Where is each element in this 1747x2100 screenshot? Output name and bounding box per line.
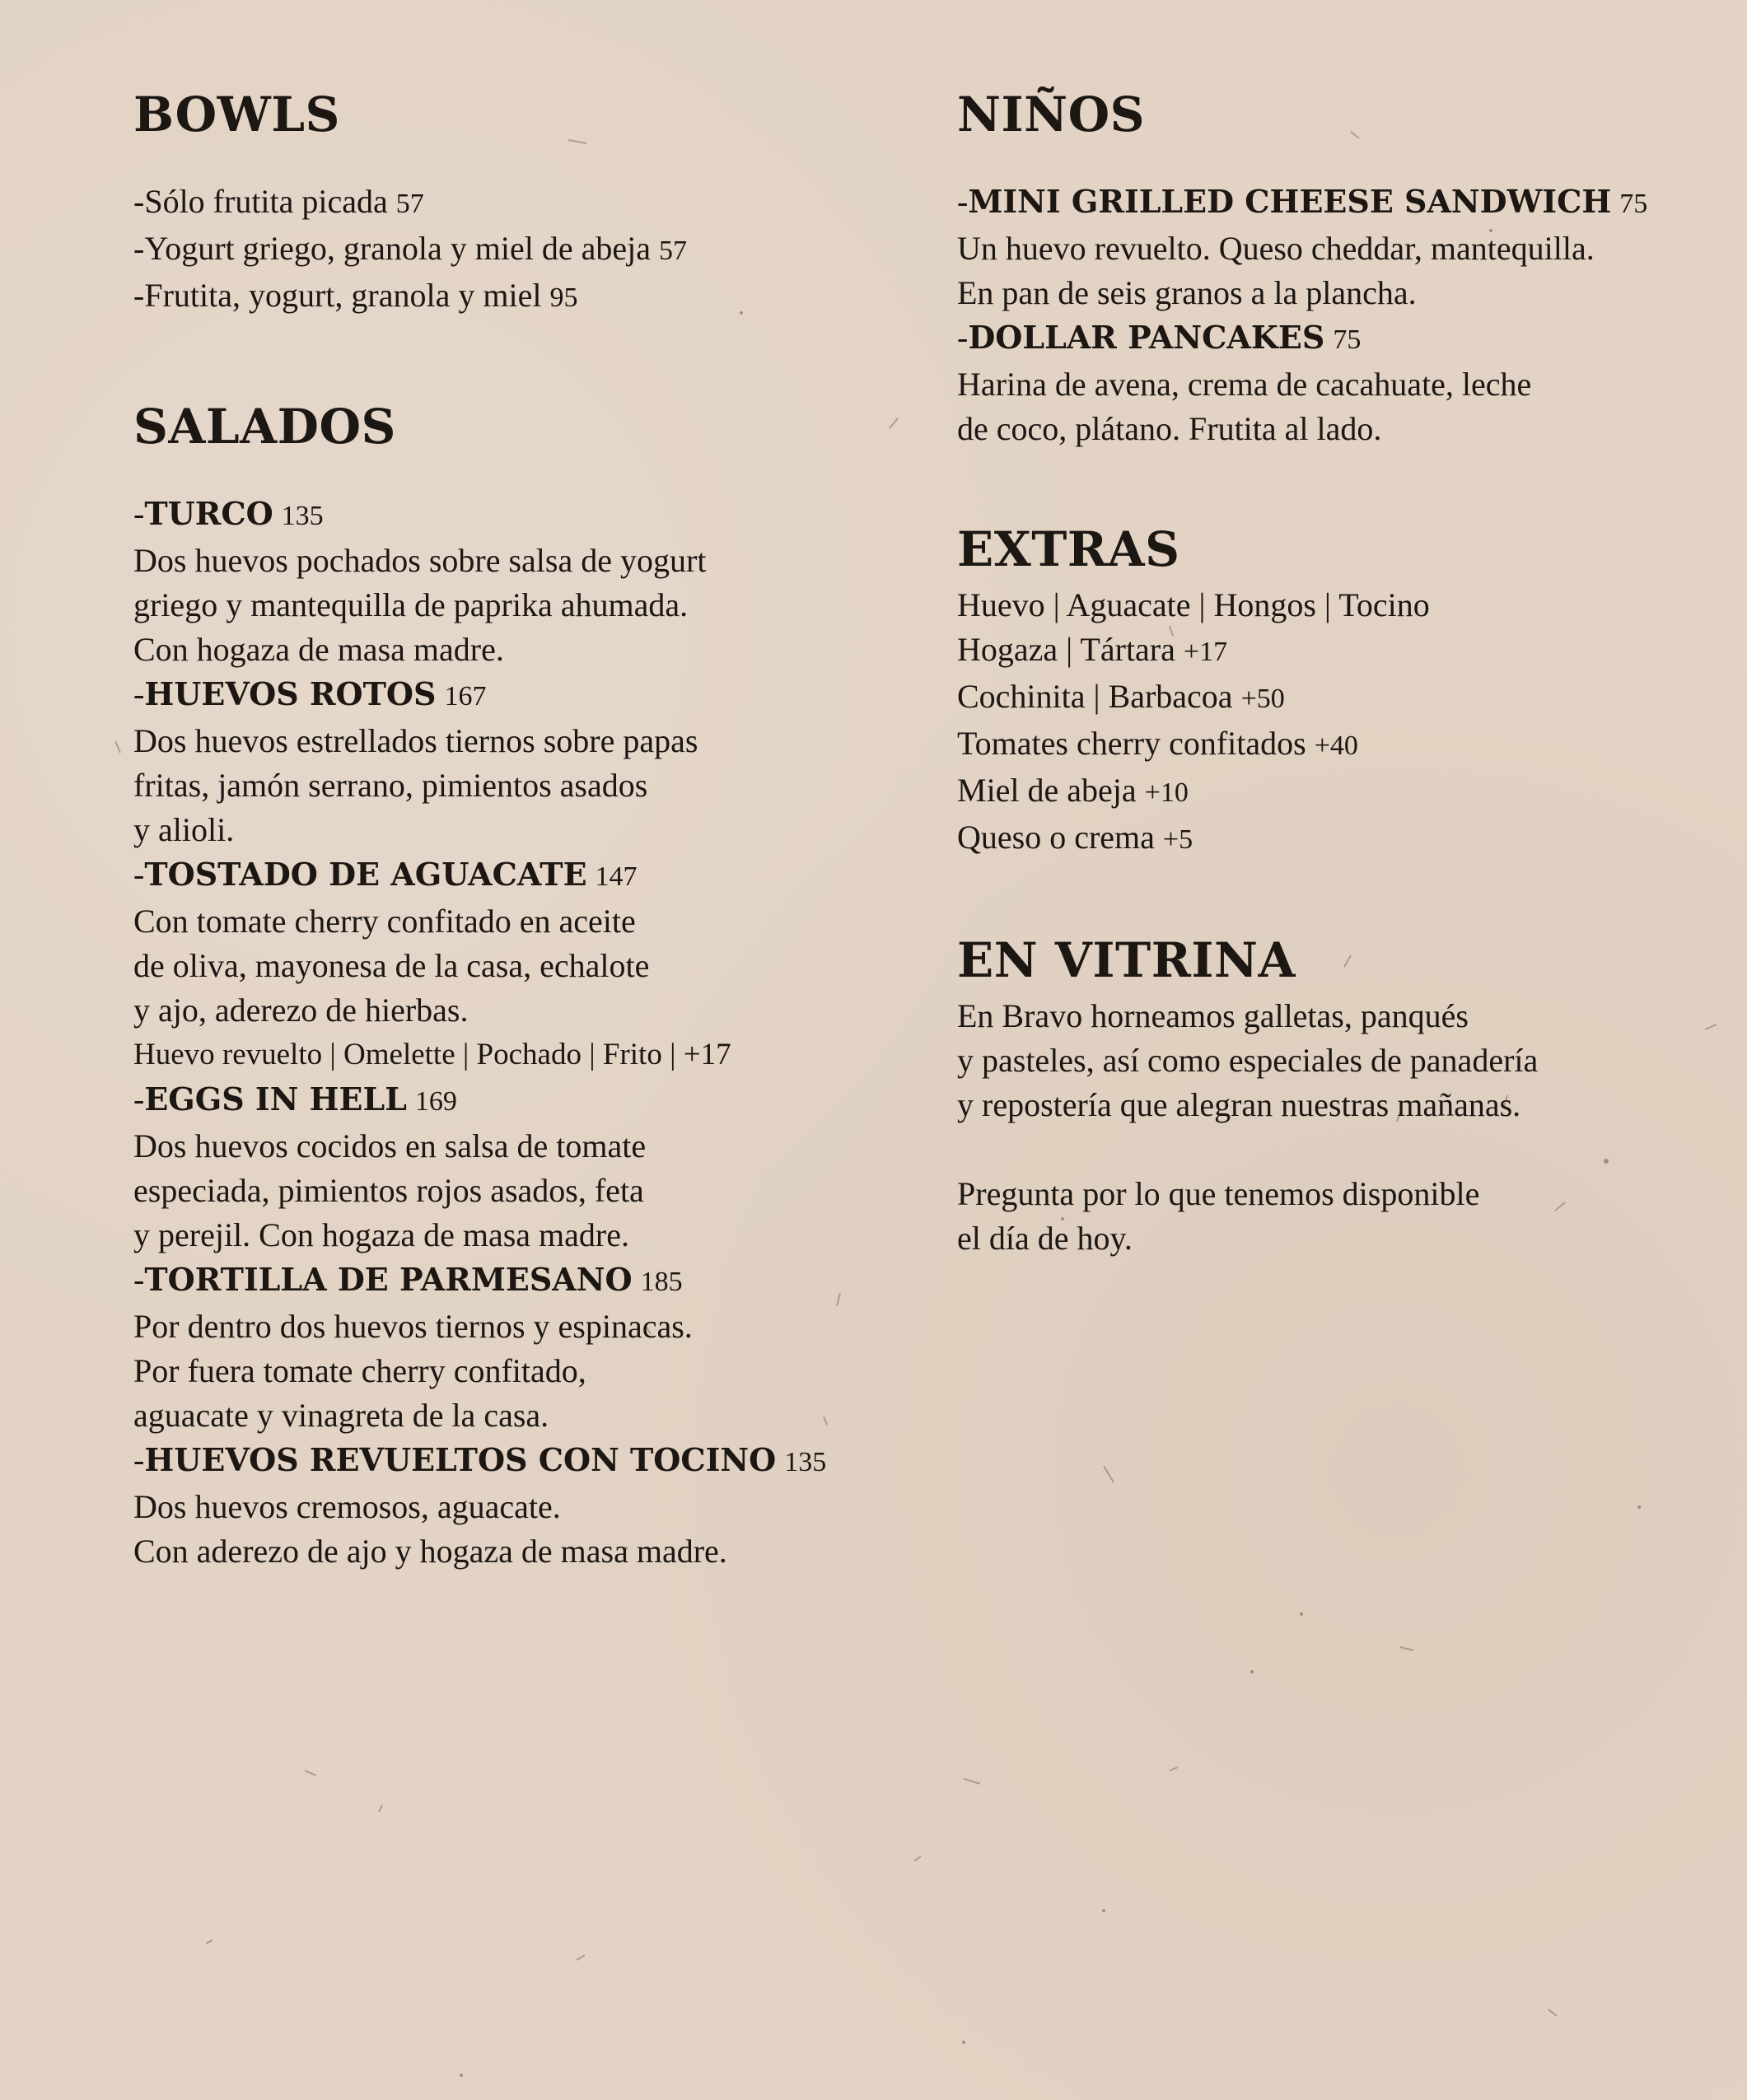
item-description: Harina de avena, crema de cacahuate, leche [957, 366, 1532, 403]
item-price: 147 [595, 861, 638, 892]
vitrina-line: Pregunta por lo que tenemos disponible [957, 1175, 1480, 1212]
bowl-item [133, 180, 875, 226]
extras-line [957, 721, 1698, 768]
item-name: EGGS IN HELL [144, 1080, 407, 1118]
item-description: Dos huevos pochados sobre salsa de yogurt [133, 542, 707, 579]
item-description: fritas, jamón serrano, pimientos asados [133, 767, 648, 804]
menu-item-dollar-pancakes: -DOLLAR PANCAKES 75 Harina de avena, crema de cacahuate, leche de coco, plátano. Frutita al lado. [957, 315, 1698, 451]
menu-item-tortilla-de-parmesano: -TORTILLA DE PARMESANO 185 Por dentro dos huevos tiernos y espinacas. Por fuera tomate cherry confitado, aguacate y vinagreta de la casa. [133, 1258, 875, 1438]
item-description: Por fuera tomate cherry confitado, [133, 1352, 586, 1389]
extras-line [957, 815, 1698, 862]
item-description: Un huevo revuelto. Queso cheddar, mantequilla. [957, 230, 1595, 267]
item-description: de coco, plátano. Frutita al lado. [957, 410, 1382, 447]
item-description: Con aderezo de ajo y hogaza de masa madre. [133, 1533, 727, 1570]
item-description: griego y mantequilla de paprika ahumada. [133, 586, 689, 623]
extras-text: Tomates cherry confitados [957, 725, 1306, 762]
extras-line [957, 768, 1698, 815]
item-price: 185 [640, 1267, 683, 1297]
bowl-item-text: -Frutita, yogurt, granola y miel [133, 277, 542, 314]
extras-line [957, 583, 1698, 628]
extras-price: +10 [1144, 777, 1189, 808]
item-description: En pan de seis granos a la plancha. [957, 274, 1417, 311]
section-title-extras: EXTRAS [957, 521, 1180, 577]
ninos-list [957, 180, 1698, 451]
menu-item-turco: -TURCO 135 Dos huevos pochados sobre salsa de yogurt griego y mantequilla de paprika ahumada. Con hogaza de masa madre. [133, 492, 875, 672]
extras-price: +40 [1314, 730, 1358, 761]
extras-line [957, 628, 1698, 674]
item-name: HUEVOS ROTOS [144, 675, 437, 712]
section-title-bowls: BOWLS [133, 86, 340, 142]
extras-text: Huevo | Aguacate | Hongos | Tocino [957, 586, 1430, 623]
item-description: Dos huevos cocidos en salsa de tomate [133, 1127, 647, 1164]
bowl-item-text: -Yogurt griego, granola y miel de abeja [133, 230, 651, 267]
bowl-item-price: 95 [549, 282, 578, 313]
extras-list [957, 583, 1698, 862]
vitrina-line: En Bravo horneamos galletas, panqués [957, 997, 1469, 1034]
extras-price: +17 [1183, 637, 1228, 667]
extras-line [957, 674, 1698, 721]
item-description: especiada, pimientos rojos asados, feta [133, 1172, 644, 1209]
item-description: y ajo, aderezo de hierbas. [133, 992, 469, 1029]
item-description: Con hogaza de masa madre. [133, 631, 504, 668]
extras-text: Cochinita | Barbacoa [957, 678, 1233, 715]
bowl-item-text: -Sólo frutita picada [133, 183, 388, 220]
item-description: de oliva, mayonesa de la casa, echalote [133, 947, 650, 984]
extras-price: +50 [1240, 684, 1285, 714]
item-price: 75 [1619, 189, 1648, 219]
item-name: TURCO [144, 495, 273, 532]
item-description: Por dentro dos huevos tiernos y espinacas. [133, 1308, 693, 1345]
item-description: y alioli. [133, 811, 235, 848]
item-description: Con tomate cherry confitado en aceite [133, 903, 636, 940]
right-column [957, 86, 1698, 1261]
vitrina-line: y repostería que alegran nuestras mañanas. [957, 1086, 1521, 1123]
item-name: TOSTADO DE AGUACATE [144, 856, 587, 893]
item-price: 167 [444, 681, 487, 712]
menu-item-huevos-revueltos-con-tocino: -HUEVOS REVUELTOS CON TOCINO 135 Dos huevos cremosos, aguacate. Con aderezo de ajo y hogaza de masa madre. [133, 1438, 875, 1574]
extras-text: Queso o crema [957, 819, 1155, 856]
item-description: y perejil. Con hogaza de masa madre. [133, 1216, 629, 1253]
salados-list [133, 492, 875, 1574]
bowls-list [133, 180, 875, 320]
vitrina-line: el día de hoy. [957, 1220, 1133, 1257]
item-price: 135 [784, 1447, 827, 1477]
item-name: DOLLAR PANCAKES [968, 319, 1325, 356]
section-title-en-vitrina: EN VITRINA [957, 932, 1296, 988]
item-price: 169 [414, 1086, 457, 1117]
vitrina-line: y pasteles, así como especiales de panadería [957, 1042, 1539, 1079]
section-title-salados: SALADOS [133, 399, 396, 455]
item-price: 135 [281, 501, 324, 531]
bowl-item-price: 57 [395, 189, 424, 219]
menu-item-tostado-de-aguacate: -TOSTADO DE AGUACATE 147 Con tomate cherry confitado en aceite de oliva, mayonesa de la casa, echalote y ajo, aderezo de hierbas. Huevo revuelto | Omelette | Pochado | Frito | +17 [133, 852, 875, 1077]
menu-item-eggs-in-hell: -EGGS IN HELL 169 Dos huevos cocidos en salsa de tomate especiada, pimientos rojos asados, feta y perejil. Con hogaza de masa madre. [133, 1077, 875, 1258]
item-name: MINI GRILLED CHEESE SANDWICH [968, 183, 1612, 220]
item-description: Dos huevos cremosos, aguacate. [133, 1488, 561, 1525]
section-title-ninos: NIÑOS [957, 86, 1146, 142]
menu-item-huevos-rotos: -HUEVOS ROTOS 167 Dos huevos estrellados tiernos sobre papas fritas, jamón serrano, pimientos asados y alioli. [133, 672, 875, 852]
item-price: 75 [1333, 324, 1362, 355]
extras-price: +5 [1162, 824, 1193, 855]
item-options: Huevo revuelto | Omelette | Pochado | Frito | +17 [133, 1038, 731, 1071]
extras-text: Hogaza | Tártara [957, 631, 1175, 668]
item-description: Dos huevos estrellados tiernos sobre papas [133, 722, 698, 759]
bowl-item [133, 226, 875, 273]
extras-text: Miel de abeja [957, 772, 1137, 809]
item-description: aguacate y vinagreta de la casa. [133, 1397, 549, 1434]
bowl-item-price: 57 [659, 236, 687, 266]
bowl-item [133, 273, 875, 320]
left-column [133, 86, 875, 1574]
item-name: HUEVOS REVUELTOS CON TOCINO [144, 1441, 777, 1478]
item-name: TORTILLA DE PARMESANO [144, 1261, 633, 1298]
menu-item-mini-grilled-cheese: -MINI GRILLED CHEESE SANDWICH 75 Un huevo revuelto. Queso cheddar, mantequilla. En pan de seis granos a la plancha. [957, 180, 1698, 315]
vitrina-text [957, 994, 1698, 1261]
